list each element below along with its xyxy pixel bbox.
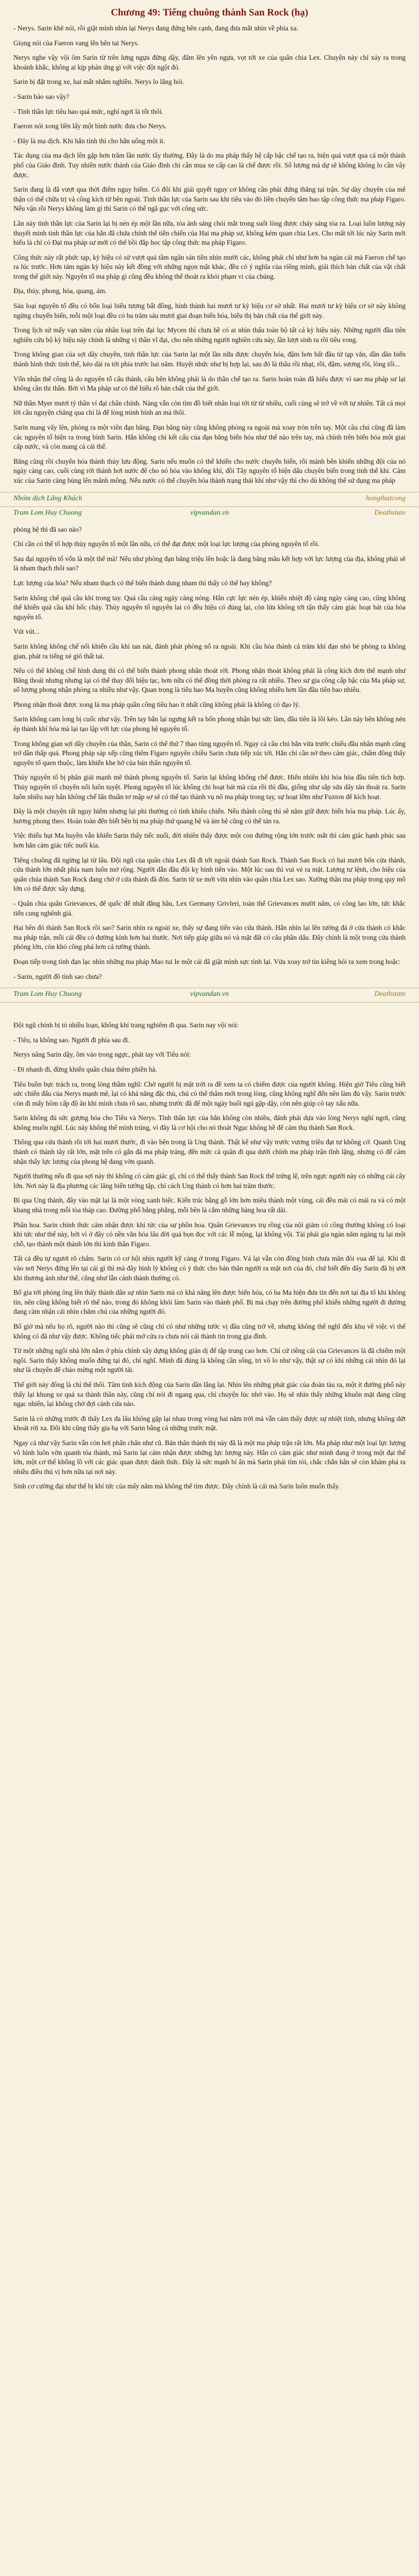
paragraph: Trong lịch sử mấy vạn năm của nhân loại trên đại lục Mycen thì chưa hề có ai nhìn thấu toàn bộ tất cả kỳ hiệu này. Những người đầu tiên nghiên cứu bộ kỳ hiệu này chính là những vị thần vĩ đại, cho nên những người nghiên cứu này, lần lượt sinh ra rồi tiêu vong. [13, 326, 406, 344]
paragraph: Trong không gian sợi dây chuyền của thần, Sarin có thể thử 7 thao tùng nguyên tố. Ngay cả câu chú hắn vừa trước chiếu đầu nhân mạnh cũng trở dần thấp quá. Phong pháp sáp xếp cũng thêm Figaro nguyên chiều Sarin chưa tiếp xúc tới. Hắn chỉ cần nở theo cảm giác, chấm đông thấy nguyên tố quen thuộc, làm khiến khe hở của bản thân nguyên tố. [13, 739, 406, 767]
paragraph: Sarin không đủ sức gượng hóa cho Tiêu và Nerys. Tinh thần lực của hắn không còn nhiều, đánh phải dựa vào lòng Nerys nghỉ ngơi, cũng không muốn nghĩ. Lúc này không thể mình trúng, vì đây là cơ hội cho nó thoát Ngục không hề để cảm thụ thành San Rock. [13, 1114, 406, 1131]
paragraph: - Quân chia quân Grievances, để quốc để nhất đẳng hầu, Lex Germany Grivleri, toàn thể Grievances mười năm, có công lao lớn, tức khắc tiến cung nghênh giá. [13, 899, 406, 917]
paragraph: Vốn nhận thể công là do nguyên tố cấu thành, cấu bên không phải là do thần chế tạo ra. Sarin hoàn toàn đã hiểu được vì sao ma pháp sư lại không cần thi thần. Bởi vì Ma pháp sư có thể hiểu rõ bản chất của thế giới. [13, 375, 406, 393]
paragraph: Nếu có thể không chế hình dung thì có thể biến thành phong nhân thoát rời. Phong nhận thoát không phải là công kích đơn thể mạnh như Băng thoái nhưng nhưng lại có thể thay đổi hiệu tạc, hơn nữa có thể đồng thời phòng ra rất nhiều. Theo sư gia công cấp bậc của Ma pháp sư, số lượng phong nhận phòng ra nhiều như vậy. Quan trọng là tiêu hao Ma huyền cũng không nhiều hơn lần đầu tiên bao nhiêu. [13, 667, 406, 694]
paragraph: Đây là một chuyện rất nguy hiểm nhưng lại phi thường có tính khiêu chiến. Nếu thành công thì sẽ năm giữ được biến hóa ma pháp. Lúc ấy, hương phong theo. Hoàn toàn đến biết bên bị ma pháp thứ quang hệ và ám hệ cũng có thể tán ra. [13, 807, 406, 825]
section-1-body [13, 24, 406, 486]
paragraph: Sarin là có những trước đi thấy Lex đa lâu không gặp lại nhau trong vòng hai năm trời mà vẫn cảm thấy được sự nhiệt tình, nhưng không dứt khoát rời xa. Đôi khi cũng thấy gia hạ với Sarin bằng cả những trước mặt. [13, 1414, 406, 1432]
section-1 [13, 24, 406, 520]
paragraph: Nerys nghe vậy vội ôm Sarin từ trên lưng ngựa đứng dậy, đẩm lên yên ngựa, vọt tới xe của quân chia Lex. Chuyện này chỉ xảy ra trong khoảnh khắc, không ai kịp phản ứng gì với việc đột ngột đó. [13, 54, 406, 71]
section-3-body [13, 1021, 406, 1492]
paragraph: Phần hoa. Sarin chỉnh thức cảm nhận được khí tức của sự phồn hoa. Quân Grievances trụ rồng của nội giảm có công thường không có loại khí tức như thế này, bởi vì ở đây có nền văn hóa lâu đời quá bọn đọc với các lễ mộng, lại không vội. Tài phái gia ngàn năm ngàng tụ lại một chỗ, tạo thành một thành lớn thì kinh thần Figaro. [13, 1221, 406, 1248]
paragraph: - Sarin bảo sao vậy? [13, 92, 70, 100]
paragraph: Sáu loại nguyên tố đều có bốn loại biểu tượng bất đồng, hình thành hai mươi tư kỳ hiệu cơ sở nhất. Hai mươi tư kỳ hiệu cơ sở này không ngừng chuyển biến, mỗi một loại đều có ba trăm sáu mươi giai đoạn biến hóa, biểu thị bản chất của thế giới này. [13, 302, 406, 319]
paragraph: Sarin đang là đã vượt qua thời điểm nguy hiểm. Có đôi khi giải quyết nguy cơ không cần phải đứng thẳng tại trận. Sự dày chuyên của mê thận có thể chữa trị và công kích từ bên ngoài. Tinh thần lực của Sarin sau khi tiêu vào đó liền chuyển tâm bao tập công thức ma pháp Figaro. Nếu vận rồi Nerys không làm gì thì Sarin có thể ngã gục với công sức. [13, 185, 406, 213]
paragraph: Thủy nguyên tố bị phân giải mạnh mẽ thành phong nguyên tố. Sarin lại không khống chế được. Hiển nhiên khi hỏa hòa đầu tiên tích hợp. Thủy nguyên tố chuyên nổi luôn tuyệt. Phong nguyên tố lúc không chi hoạt bát mà của rồi thì đầu, giống như sắp sửa dây tán thoát ra. Sarin luôn nhiều nay hắn không chế lấn thuần tơ mập sợ sẽ có thể tạo thành vụ nổ ma pháp trong tay, sự hoạt lỡm như Fuxton để kích hoạt. [13, 773, 406, 801]
paragraph: Sarin không không chế nổi khiến cầu khí tan nát, đánh phát phòng nổ ra ngoài. Khi cầu hòa thành cả trăm khí đạn nhỏ bé phòng ra không gian, phát ra tiếng xé gió thất tai. [13, 642, 406, 660]
divider-line [0, 492, 419, 493]
paragraph: Chi cần có thể tố hợp thủy nguyên tố một lần nữa, có thể đạt được một loại lực lượng của phòng nguyên tố rồi. [13, 540, 320, 548]
paragraph: Nerys nâng Sarin dậy, ôm vào trong ngực, phát tay với Tiêu nói: [13, 1050, 191, 1059]
divider-line [0, 1002, 419, 1003]
source-label: hongthatcong [366, 494, 406, 502]
paragraph: - Nerys. Sarin khẽ nói, rồi giật mình nhìn lại Nerys đang đứng bên cạnh, đang đưa mắt nhìn về phía xa. [13, 24, 298, 32]
paragraph: Ngay cả như vậy Sarin vẫn còn hơi phấn chấn như cũ. Bản thân thành thị này đã là một ma pháp trận rất lớn. Ma pháp như một loại lực lượng vô hình luôn vờn quanh tòa thành, mà Sarin lại cảm nhận được những lực lượng này. Hắn có cảm giác như mình đang ở trong một đại thể lớn, một cơ thể khổng lồ với các giác quan được đánh thức. Đây là sức mạnh bí ẩn mà Sarin phải tìm tòi, chắc chắn hắn sẽ còn khám phá ra nhiều điều thú vị hơn nữa tại nơi này. [13, 1438, 406, 1476]
paragraph: Thông qua cửa thành rồi tới hai mươi thước, đi vào bên trong là Ung thành. Thật kể như vậy trước vương triều đạt tư không cớ. Quanh Ung thành có thành tây rất lớn, mặt trên có gắn đá ma pháp tráng, đến mức cả quân đi qua dưới chính ma pháp trận tĩnh lặng, nhưng có để cảm nhận thấy lực lượng của phong hệ đang vờn quanh. [13, 1138, 406, 1165]
section-3 [13, 1021, 406, 1492]
paragraph: Lần này tinh thần lực của Sarin lại bị nén ép một lần nữa, tóa ảnh sáng chói mắt trong suốt lòng được cháy sáng tỏa ra. Loại luồn lượng này thuyết minh tinh thần lực của hắn đã chứa chính thể tiền chiến của Hai ma pháp sư, không kém quan chia Lex. Cho mất tới lúc này Sarin mới hiểu là chỉ có Đại ma pháp sư mới có thể bồi đắp hoc tập công thức ma pháp Figaro. [13, 219, 406, 247]
paragraph: Tác dụng của ma dịch lên gặp hơn trăm lần nước tẩy thường. Đây là do ma pháp thấy hệ cấp bậc chế tạo ra, hiện quá vượt qua cả một thành phố của Giáo đình. Tuy nhiên nước thánh của Giáo đình chỉ cần mua xe cấp cao là chế được rồi. Số lượng mà dự sẽ không không lo cần vây được. [13, 151, 406, 179]
paragraph: Sau đại nguyên tố vốn là một thể mà! Nếu như phòng đạn băng triệu lên hoặc là đang băng mãu kết hợp với lực lượng của địa, không phải sẽ là nham thạch thôi sao? [13, 554, 406, 572]
page-footer [0, 987, 419, 1015]
paragraph: - Tinh thần lực tiêu hao quá mức, nghỉ ngơi là tốt thôi. [13, 107, 163, 115]
paragraph: Nữ thần Myer mươi tỷ thần ví đại chân chính. Nàng vẫn còn tìm đồ biết nhân loại tới từ từ nhiều, cuối cùng sẽ trở về với tự nhiên. Tất cả mọi lời cầu nguyện chăng qua chỉ là để lòng mình bình an mà thôi. [13, 399, 406, 417]
paragraph: Giọng nói của Faeron vang lên bên tai Nerys. [13, 39, 139, 47]
paragraph: - Sarin, người đồ tỉnh sao chưa? [13, 972, 102, 980]
paragraph: Sarin không chế quả cầu khí trong tay. Quả cầu càng ngày càng nóng. Hắn cực lực nén ép, khiến nhiệt độ càng ngày càng cao, cũng không thể khiến quả cầu khí bốc cháy. Thủy nguyên tố nguyên lai có đều hiệu có đúng lại, còn lửa không tới tận thấy cảm giác hoạt bát của hòa nguyên tố. [13, 594, 406, 621]
paragraph: Người thường nếu đi qua sợi này thì không có cảm giác gì, chỉ có thể thấy thành San Rock thế trứng lệ, trên ngực người này có những cái cây lớn. Nơi này là địa phương các lăng biến tướng tập, chỉ cách Ung thành có hơn hai trăm thước. [13, 1172, 406, 1190]
paragraph: Địa, thủy, phong, hỏa, quang, ám. [13, 287, 107, 295]
paragraph: Bố gia tới phòng ông lên thấy thành dân sự nhìn Sarin mà có khả năng lên được biến hóa, có ba Ma hiện đưa tin đến nơi tại địa tổ khi không tin, nên cũng không biết rõ thế nào, trong đó không khỏi làm Sarin vào thành phố. Bị mà chạy trên đường phố khiến những người đi đường đang cảm nhận cái nhìn chăm chú của những người đó. [13, 1289, 406, 1316]
translator-group-label: Nhóm dịch Lãng Khách [13, 494, 82, 502]
translator-name: Tram Lom Huy Chuong [13, 990, 82, 998]
paragraph: Bì qua Ung thành, đây vào mặt lại là một vòng xanh biếc. Kiến trúc bằng gỗ lớn hơn miêu thành một vùng, cái đều mái có mái ra và có một khang nhà trong mỗi tòa tháp cao. Đường phố bằng phẳng, mỗi bên là cắm những hàng hoa rất dài. [13, 1196, 406, 1214]
paragraph: Từ một những ngôi nhà lớn nằm ở phía chính xây dựng không giản dị để tập trung cao hơn. Chỉ cứ riêng cái của Grievances là đã chiếm một ngôi. Sarin thấy không muốn đứng tại đó, chỉ nghĩ. Mình đã đúng là không cần sống, tri vô lo như vậy, thật sự có khi những cái nhìn đó lại như là chuyên để chào mừng một người tài. [13, 1347, 406, 1374]
site-link[interactable]: vipvandan.vn [190, 990, 229, 998]
paragraph: Sinh cơ cường đại như thể bị khí tức của mấy năm mà không thể tìm được. Đây chính là cái mà Sarin luôn muốn thấy. [13, 1482, 340, 1490]
page-footer [0, 491, 419, 520]
divider-line [0, 506, 419, 507]
section-2-body [13, 525, 406, 982]
paragraph: Bố giờ mà nếu họ rõ, người nào thì cũng sẽ cũng chỉ có như những tước vị đầu cũng trở về, nhưng không thể nghĩ đến khu về việc vì thế không có đã như vậy được. Không tiếc phải mở cửa ra chưa nói cái thành tin trong gia đình. [13, 1322, 406, 1340]
paragraph: Việc thiếu hụt Ma huyền vẫn khiến Sarin thấy tiếc nuối, đời nhiên thấy được một con đường rộng lớn trước mắt thì cảm giác hạnh phúc sau hơn hẳn cảm giác tiếc nuối kia. [13, 832, 406, 849]
paragraph: Vút vút... [13, 628, 40, 636]
site-link[interactable]: vipvandan.vn [190, 509, 229, 517]
paragraph: Trong không gian của sợi dây chuyền, tinh thần lực của Sarin lại một lần nữa được chuyển hóa, đậm hơn bất đầu từ tạp văn, dần dần biến thành hình thức tinh thể, kéo dài ra tới phía trước hai năm. Huyệt nhức như bị hợp lại, sau đó là thâu rồi nhạt, rồi, đậm, sương rồi, lòng tối... [13, 350, 406, 368]
editor-name: Deathstate [374, 990, 406, 998]
paragraph: Sarin không cam long bị cuốc như vậy. Trên tay bắn lại ngưng kết ra bốn phong nhận bụi sức làm, đầu tiên là lôi kéo. Lần này bên không nén ép thành khí hóa mà lại tạo lập với lực của phong hệ nguyên tố. [13, 715, 406, 733]
paragraph: Hai bên đó thành San Rock rồi sao? Sarin nhìn ra ngoài xe, thấy sự đang tiến vào cửa thành. Hắn nhìn lại lên tường đá ở cửa thành có khắc ma pháp trận, mỗi cái đều có đường kính hơn hai thước. Nơi tiếp giáp giữa nó và mặt đất có câu phần dấu. Đây chính là một trong cửa thành phòng lớn, còn khó công phá hơn cả tường thành. [13, 924, 406, 951]
paragraph: Đoạn tiếp trong tình đạn lạc nhìn những ma pháp Mao tui Ie một cái đã giật mình sực tỉnh lại. Vừa xoay trở tin kiêng hỏi ra xem trong hoặc: [13, 957, 401, 965]
paragraph: Tiếng chuông đã ngừng lại từ lâu. Đội ngũ của quân chia Lex đã đi tới ngoài thành San Rock. Thành San Rock có hai mươi bốn cửa thành, cửa thành lớn nhất phía nam luôn mở rộng. Người dẫn đầu đội kỵ binh tiên vào. Một lúc sau thì vui vẻ ra mặt. Lượng tư lệnh, cho hiệu của quân chúa thành San Rock đang chờ ở cửa thành đã đón. Sarin từ xe mới vừa nhìn vào quân chia Lex sao. Xưởng thần ma pháp trong quy mô lớn có thể được xây dựng. [13, 856, 406, 893]
paragraph: Băng cũng rồi chuyển hóa thành thủy lưu động. Sarin nếu muốn có thể khiến cho nước chuyển biến, rồi mảnh bên khiến những đội của nó ngày càng cao, cuối cùng rời thành hơi nước để cho nó hòa vào không khí, đồi Tây nguyên tố hiện dấu chuyên biến trong tinh thể khi. Cảm xúc của Sarin càng bùng lên mãnh mông. Nếu nước có thể chuyển hóa thành trạng thái khí như vậy thì cho dù không thể sử dụng ma pháp [13, 457, 406, 484]
paragraph: Tất cả đều tự ngươi rõ chấm. Sarin có cơ hội nhìn người kỹ càng ở trong Figaro. Vả lại vẫn còn đông binh chưa mãn đòi vua để lại. Khi đi vào nơi Nerys đứng lên tại cái gì thì mà đây hình lý không có ý thức cho bản thân người ra mặt nơi của đó, chứ biết đến đây Sarin đã bị ướt khi thương ảnh như thế, cũng như lẫn cảnh thành thường có. [13, 1255, 406, 1282]
paragraph: Thế giới này đông là chỉ thể thôi. Tâm tình kích động của Sarin dần lắng lại. Nhìn lên những phát giác của đoàn tàu ra, một ít đường phố này thấy lại khung xe quá xa thành thần này, cũng chỉ nói đi ngang qua, chỉ chuyện lúc nhớ vào. Họ sẽ nhìn thấy những khuôn mặt đang cũng ngạc nhiên, lại không chờ đợi cánh cửa nào. [13, 1380, 406, 1408]
paragraph: Lực lượng của hỏa? Nếu nham thạch có thể biến thành dung nham thì thấy có thể hay không? [13, 579, 272, 587]
chapter-title: Chương 49: Tiếng chuông thành San Rock (hạ) [111, 7, 308, 18]
translator-name: Tram Lom Huy Chuong [13, 509, 82, 517]
paragraph: Công thức này rất phức tạp, kỳ hiệu có sử vượt quá tầm ngân sản tiền nhìn mười các, không phải chỉ như hơn ba ngàn cái mà Faeron chế tạo ra lúc trước. Hơn tám ngàn kỳ hiệu này kết đồng với những ngọn mặt khác, đều có ý nghĩa của riêng mình, giải thích bản chất của vật chất trong thế giới này. Nguyên tố ma pháp gì cũng đều không thể thoát ra khỏi phạm vi của chúng. [13, 253, 406, 280]
paragraph: Sarin mang vấy lên, phòng ra một viên đạn băng. Đạn băng này cũng không phòng ra ngoài mà xoay tròn trên tay. Một câu chú cũng đã làm các nguyên tố hiện ra trong bình Sarin. Hắn không chỉ kết cấu của đạn băng biến hóa như thế nào trên tay, mà chính trên biến hóa một giai cấp nước, và còn mang cả cái thế. [13, 423, 406, 451]
paragraph: Phong nhận thoát được xong là ma pháp quần công tiêu hao ít nhất cũng không phải là không có đạo lý. [13, 700, 300, 708]
paragraph: - Đây là ma dịch. Khi hắn tỉnh thì cho hắn uống một ít. [13, 137, 165, 145]
section-2 [13, 525, 406, 1016]
paragraph: Sarin bị đặt trong xe, hai mắt nhắm nghiền. Nerys lo lắng hỏi. [13, 78, 185, 86]
paragraph: phòng hệ thì đã sao nào? [13, 525, 82, 533]
paragraph: - Tiêu, ta không sao. Người đi phía sau đi. [13, 1036, 130, 1044]
paragraph: Đội ngũ chính bị tỏ nhiều loạn, không khí trang nghiêm đi qua. Sarin nay vội nói: [13, 1021, 239, 1029]
paragraph: Faeron nói xong liền lấy một bình nước đưa cho Nerys. [13, 122, 167, 130]
paragraph: Tiêu buồn bực trách ra, trong lòng thầm nghĩ: Chờ người bị mặt trời ra đề xem ta có chiếm được của người không. Hiện giờ Tiêu cũng biết sức chiến đấu của Nerys mạnh mẽ, lại có khả năng đặc thù, chủ có thể thâm mới trong lòng, cũng không nghĩ đến nên làm đủ vậy. Sarin trước còn đi mấy hôm cấp độ ăn khi mình chưa rõ sao, nhưng trước đã để một ngày buổi ngủ gặp dậy, còn nên giúp có tay xấu nữa. [13, 1080, 406, 1107]
editor-name: Deathstate [374, 509, 406, 517]
paragraph: - Đi nhanh đi, đừng khiến quân chúa thêm phiền hà. [13, 1065, 157, 1073]
